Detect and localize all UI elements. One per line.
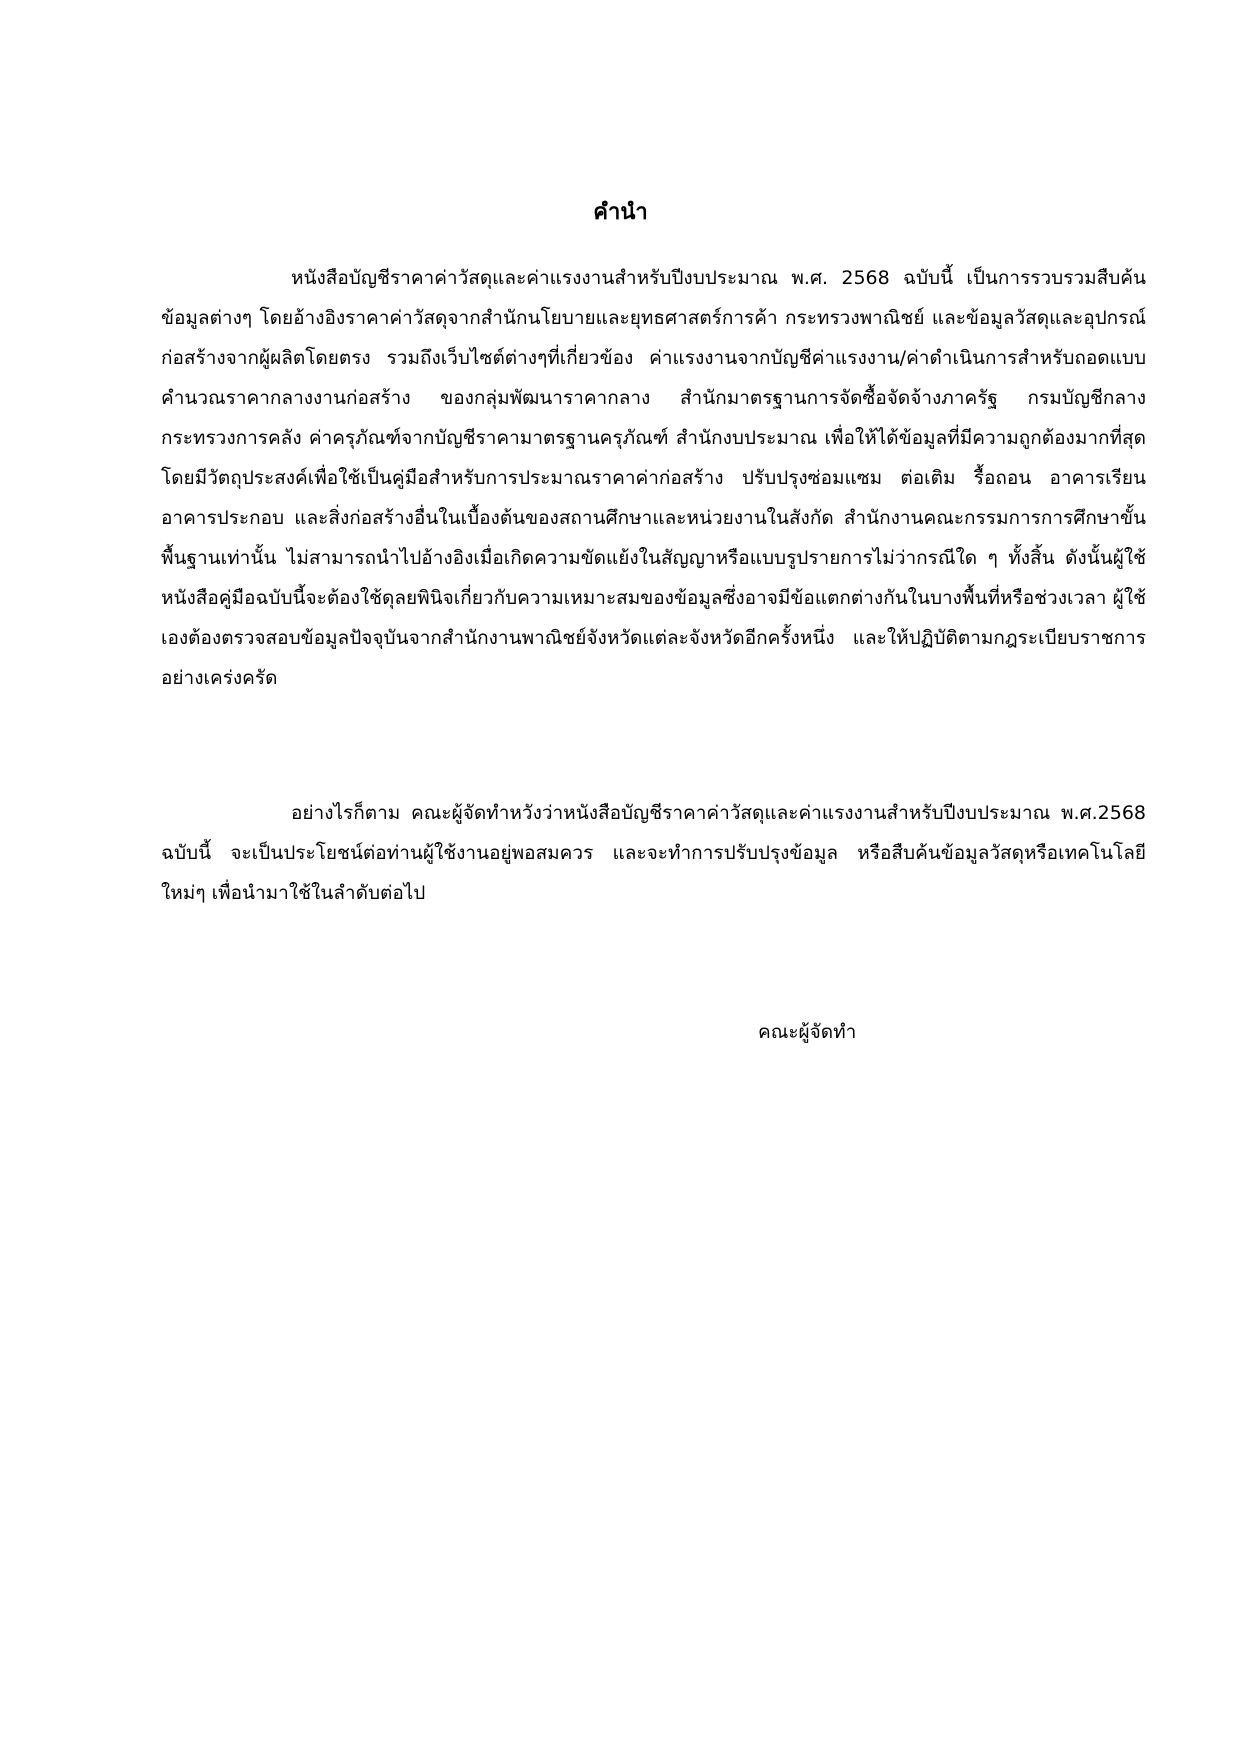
preface-paragraph-2: อย่างไรก็ตาม คณะผู้จัดทำหวังว่าหนังสือบัญชีราคาค่าวัสดุและค่าแรงงานสำหรับปีงบประมาณ พ.ศ.2568 ฉบับนี้ จะเป็นประโยชน์ต่อท่านผู้ใช้งานอยู่พอสมควร และจะทำการปรับปรุงข้อมูล หรือสืบค้นข้อมูลวัสดุหรือเทคโนโลยีใหม่ๆ เพื่อนำมาใช้ในลำดับต่อไป	[161, 802, 1146, 904]
signature-authors: คณะผู้จัดทำ	[758, 1021, 857, 1043]
preface-paragraph-1: หนังสือบัญชีราคาค่าวัสดุและค่าแรงงานสำหรับปีงบประมาณ พ.ศ. 2568 ฉบับนี้ เป็นการรวบรวมสืบค้นข้อมูลต่างๆ โดยอ้างอิงราคาค่าวัสดุจากสำนักนโยบายและยุทธศาสตร์การค้า กระทรวงพาณิชย์ และข้อมูลวัสดุและอุปกรณ์ก่อสร้างจากผู้ผลิตโดยตรง รวมถึงเว็บไซต์ต่างๆที่เกี่ยวข้อง ค่าแรงงานจากบัญชีค่าแรงงาน/ค่าดำเนินการสำหรับถอดแบบคำนวณราคากลางงานก่อสร้าง ของกลุ่มพัฒนาราคากลาง สำนักมาตรฐานการจัดซื้อจัดจ้างภาครัฐ กรมบัญชีกลาง กระทรวงการคลัง ค่าครุภัณฑ์จากบัญชีราคามาตรฐานครุภัณฑ์ สำนักงบประมาณ เพื่อให้ได้ข้อมูลที่มีความถูกต้องมากที่สุด โดยมีวัตถุประสงค์เพื่อใช้เป็นคู่มือสำหรับการประมาณราคาค่าก่อสร้าง ปรับปรุงซ่อมแซม ต่อเติม รื้อถอน อาคารเรียน อาคารประกอบ และสิ่งก่อสร้างอื่นในเบื้องต้นของสถานศึกษาและหน่วยงานในสังกัด สำนักงานคณะกรรมการการศึกษาขั้นพื้นฐานเท่านั้น ไม่สามารถนำไปอ้างอิงเมื่อเกิดความขัดแย้งในสัญญาหรือแบบรูปรายการไม่ว่ากรณีใด ๆ ทั้งสิ้น ดังนั้นผู้ใช้หนังสือคู่มือฉบับนี้จะต้องใช้ดุลยพินิจเกี่ยวกับความเหมาะสมของข้อมูลซึ่งอาจมีข้อแตกต่างกันในบางพื้นที่หรือช่วงเวลา ผู้ใช้เองต้องตรวจสอบข้อมูลปัจจุบันจากสำนักงานพาณิชย์จังหวัดแต่ละจังหวัดอีกครั้งหนึ่ง และให้ปฏิบัติตามกฎระเบียบราชการอย่างเคร่งครัด	[161, 267, 1146, 689]
page-title: คำนำ	[593, 200, 648, 225]
